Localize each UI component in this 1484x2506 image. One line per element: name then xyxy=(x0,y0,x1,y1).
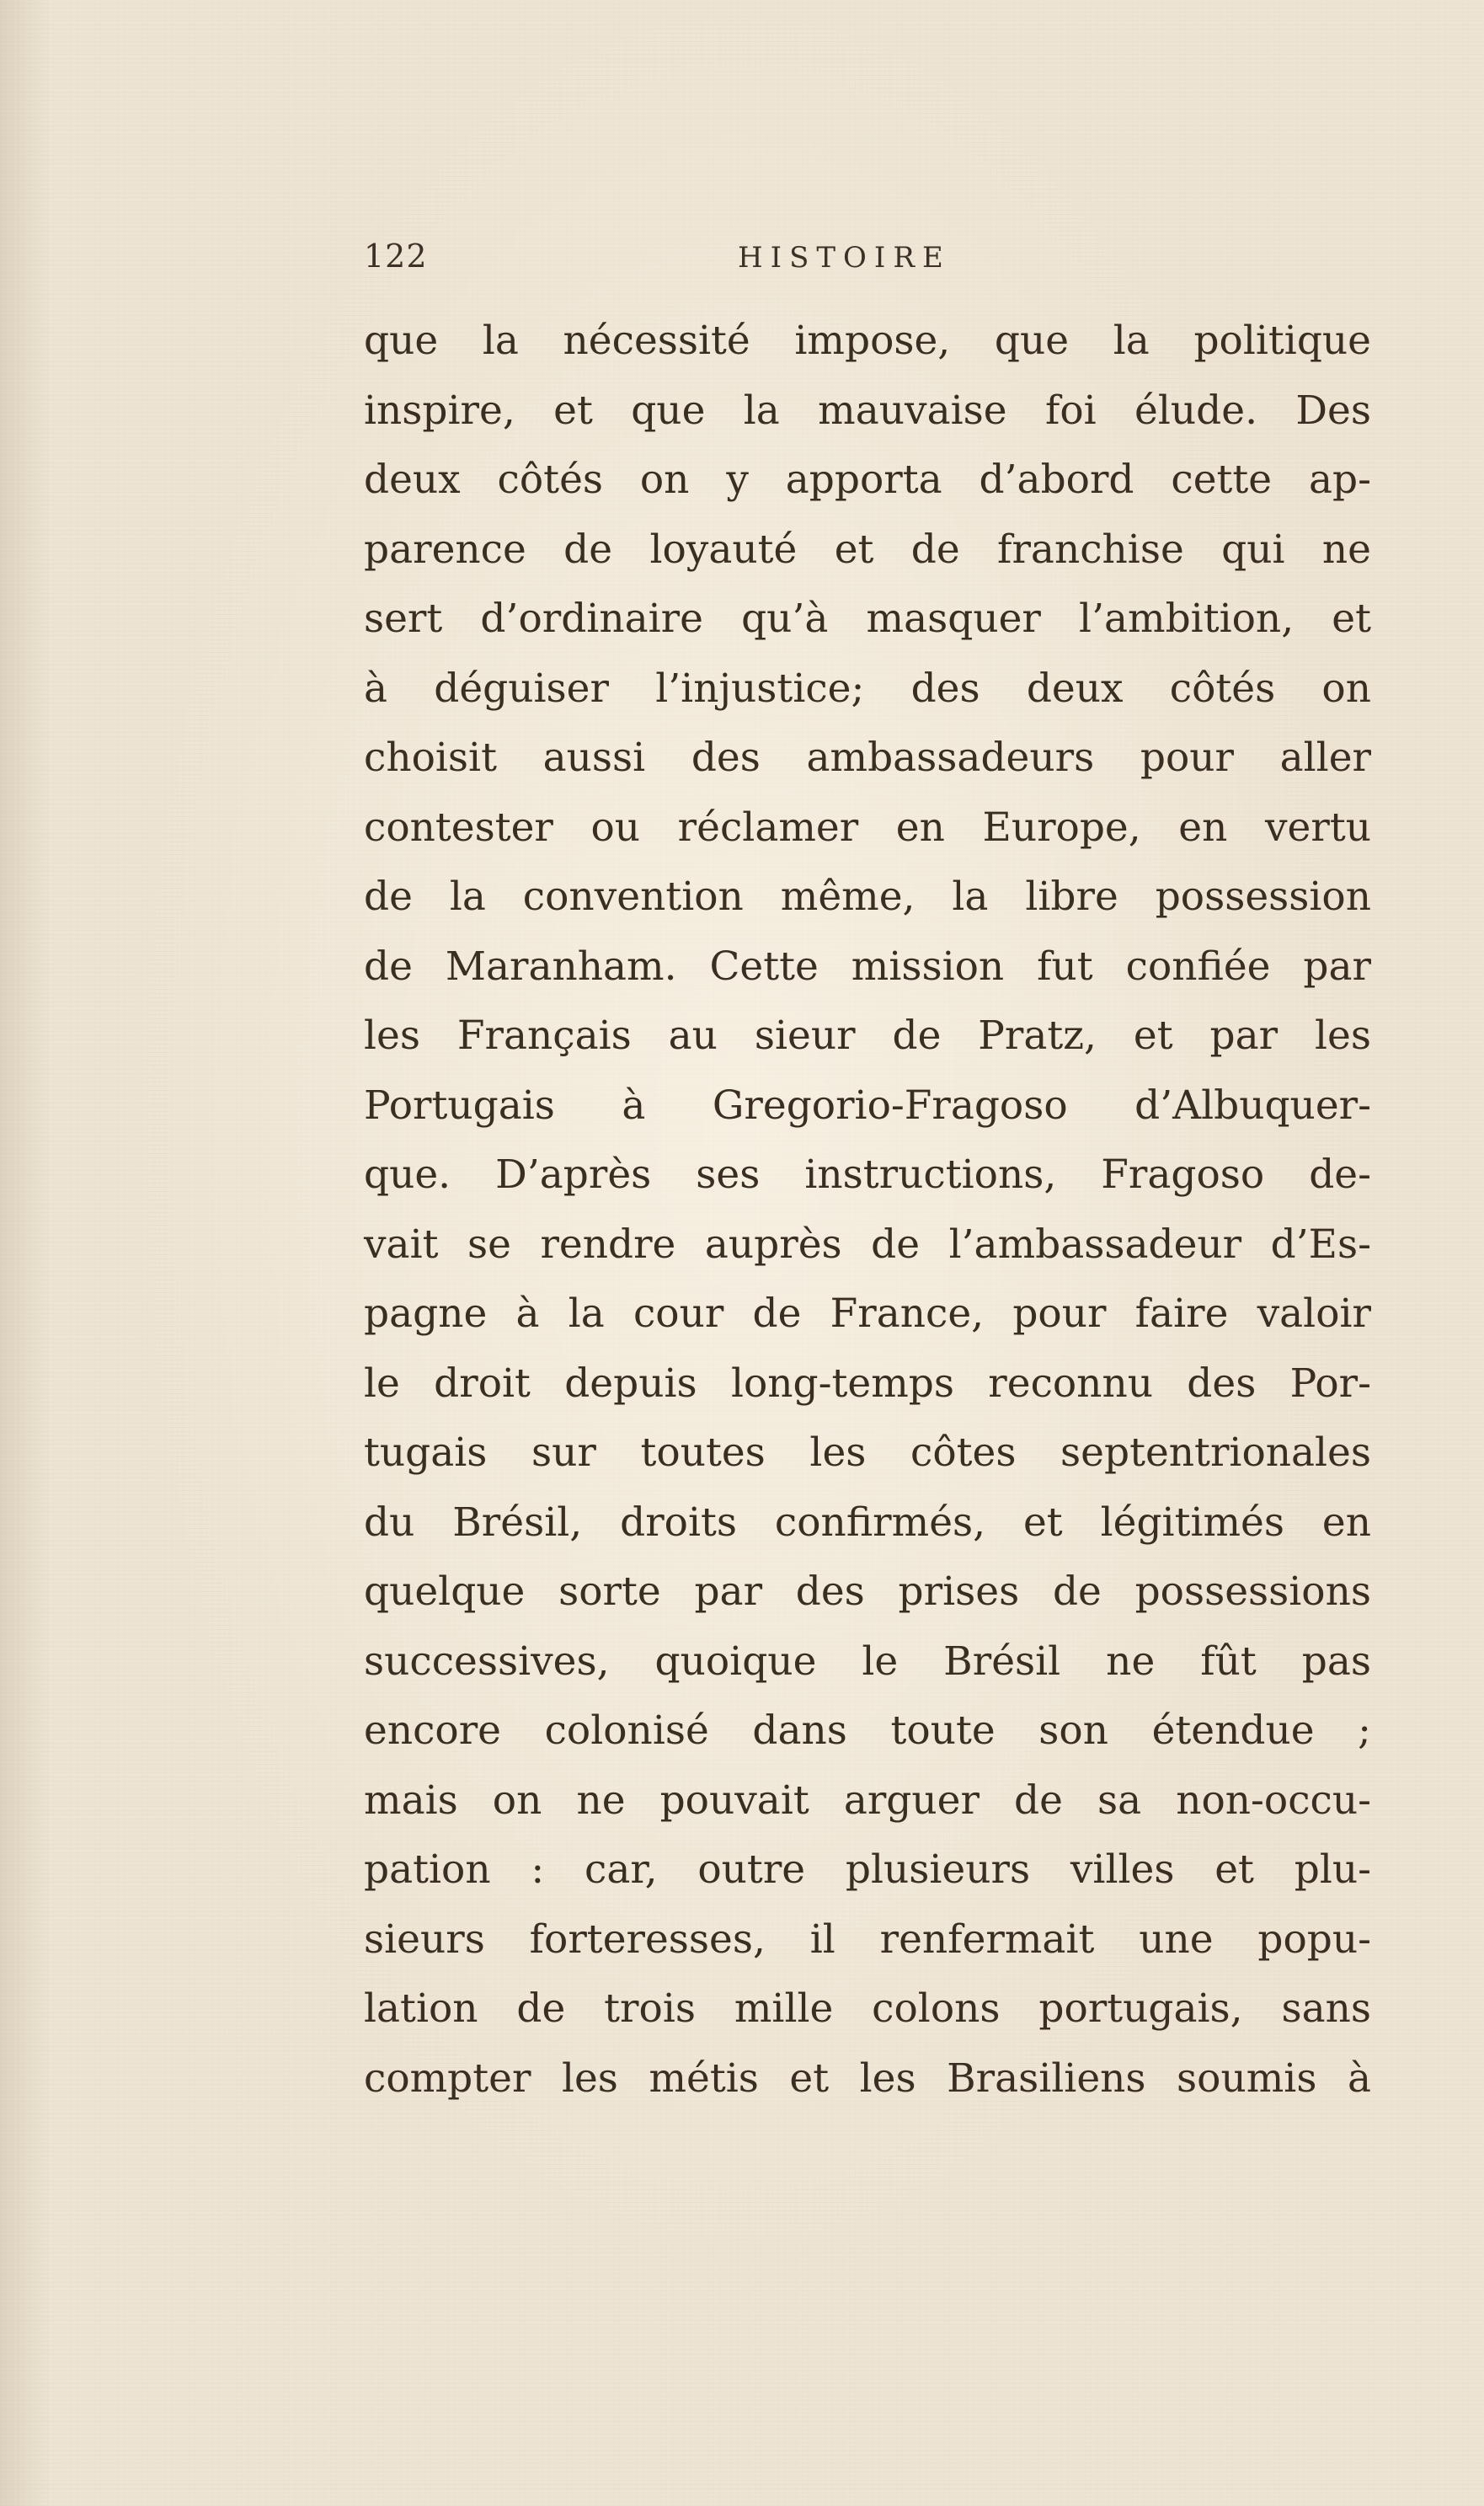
text-line: inspire, et que la mauvaise foi élude. Des xyxy=(364,387,1371,434)
text-line: lation de trois mille colons portugais, sans xyxy=(364,1985,1371,2032)
text-line: sert d’ordinaire qu’à masquer l’ambition, et xyxy=(364,596,1371,642)
text-line: de la convention même, la libre possession xyxy=(364,874,1371,920)
text-line: de Maranham. Cette mission fut confiée par xyxy=(364,943,1371,990)
page-edge-shadow xyxy=(0,0,51,2506)
running-title: HISTOIRE xyxy=(738,241,951,275)
text-line: à déguiser l’injustice; des deux côtés on xyxy=(364,665,1371,712)
text-line: tugais sur toutes les côtes septentrionales xyxy=(364,1429,1371,1476)
text-line: compter les métis et les Brasiliens soumis à xyxy=(364,2054,1371,2102)
text-line: le droit depuis long-temps reconnu des Por- xyxy=(364,1360,1371,1407)
running-head xyxy=(364,238,1375,288)
text-line: pation : car, outre plusieurs villes et plu- xyxy=(364,1846,1371,1893)
text-line: contester ou réclamer en Europe, en vertu xyxy=(364,804,1371,851)
text-line: vait se rendre auprès de l’ambassadeur d’Es- xyxy=(364,1221,1371,1268)
text-line: que. D’après ses instructions, Fragoso de- xyxy=(364,1151,1371,1198)
text-line: Portugais à Gregorio-Fragoso d’Albuquer- xyxy=(364,1082,1371,1129)
text-line: du Brésil, droits confirmés, et légitimés en xyxy=(364,1499,1371,1546)
text-line: mais on ne pouvait arguer de sa non-occu- xyxy=(364,1777,1371,1824)
text-line: choisit aussi des ambassadeurs pour aller xyxy=(364,735,1371,781)
text-line: pagne à la cour de France, pour faire valoir xyxy=(364,1290,1371,1337)
text-line: encore colonisé dans toute son étendue ; xyxy=(364,1707,1371,1754)
text-line: que la nécessité impose, que la politique xyxy=(364,318,1371,364)
text-line: sieurs forteresses, il renfermait une popu- xyxy=(364,1916,1371,1963)
text-line: parence de loyauté et de franchise qui ne xyxy=(364,526,1371,573)
text-line: successives, quoique le Brésil ne fût pas xyxy=(364,1638,1371,1685)
page-number: 122 xyxy=(364,238,428,275)
text-line: deux côtés on y apporta d’abord cette ap- xyxy=(364,457,1371,503)
text-line: les Français au sieur de Pratz, et par les xyxy=(364,1013,1371,1059)
body-text xyxy=(364,307,1371,2113)
text-line: quelque sorte par des prises de possessions xyxy=(364,1568,1371,1615)
